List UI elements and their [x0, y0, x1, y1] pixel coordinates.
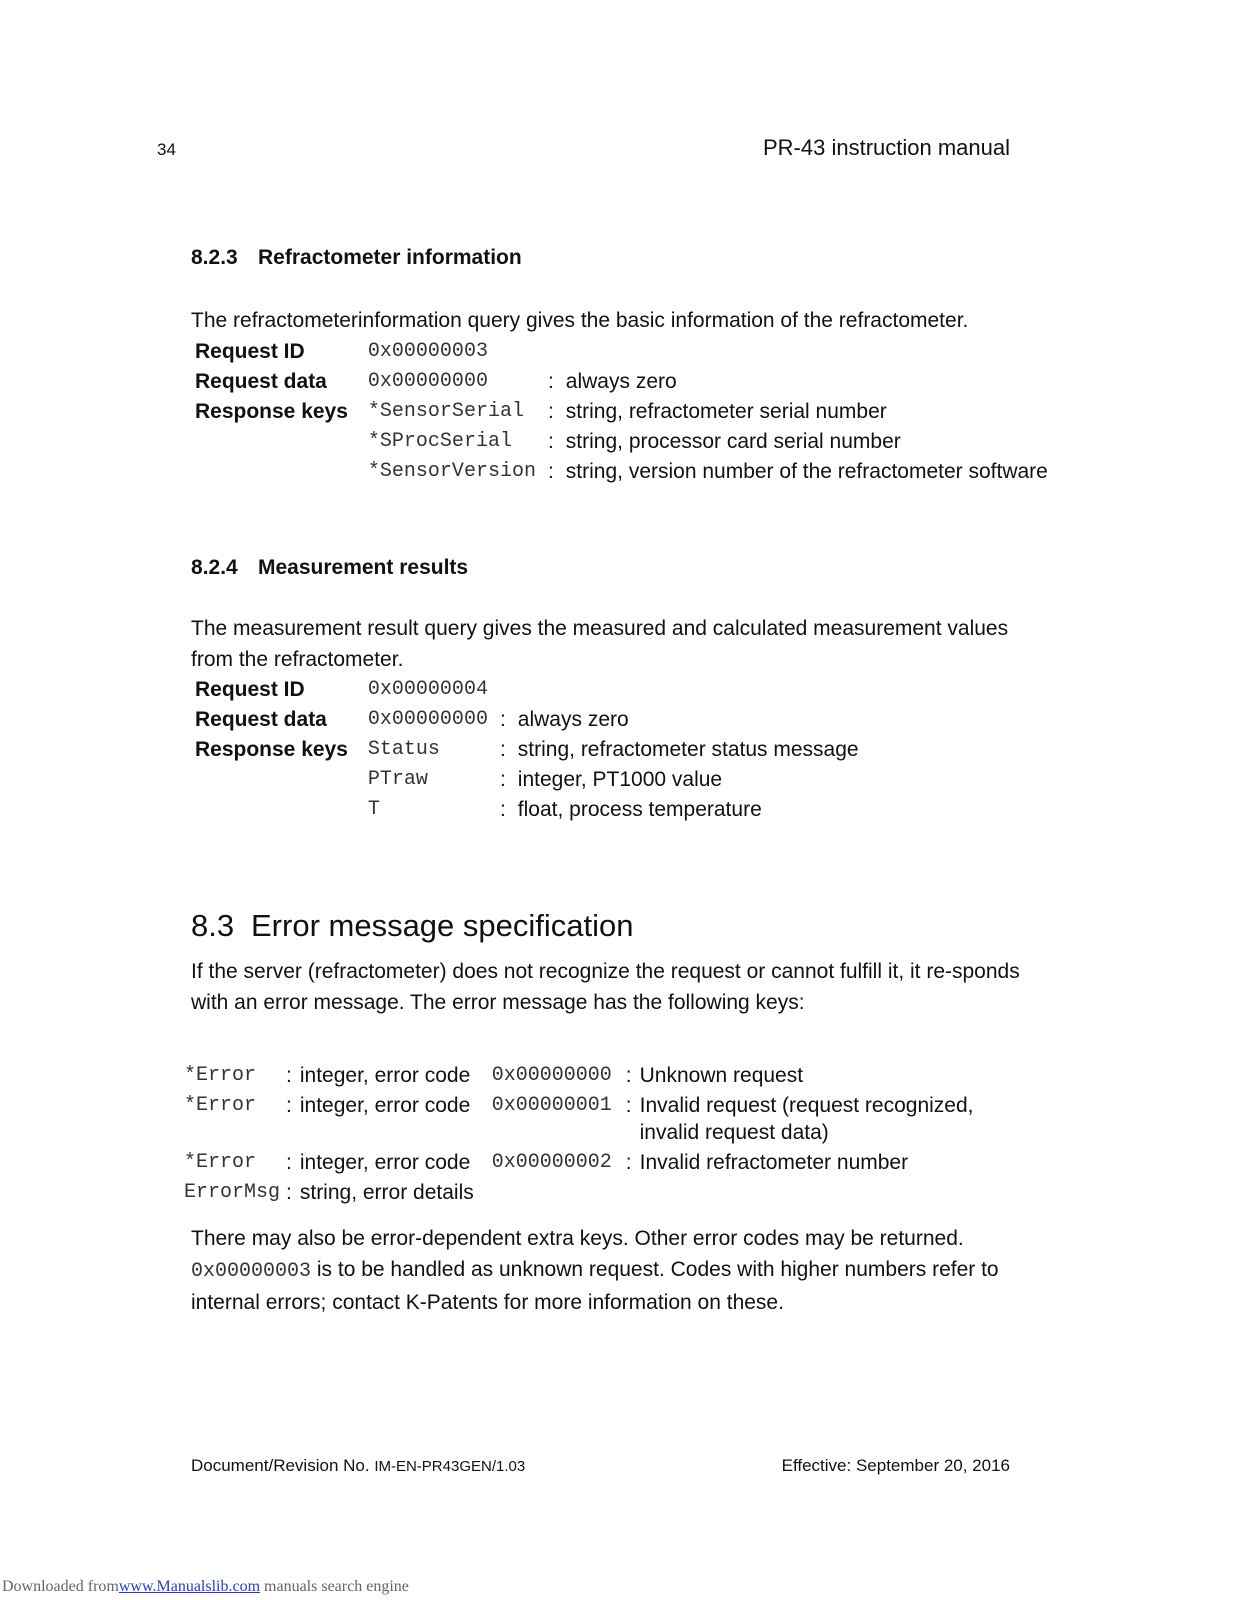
- row-label: [195, 795, 368, 825]
- row-label: [195, 765, 368, 795]
- footer-doc-id: IM-EN-PR43GEN/1.03: [374, 1458, 526, 1475]
- section-83-intro: If the server (refractometer) does not recognize the request or cannot fulfill it, it re-sponds with an error message. The error message has the following keys:: [191, 960, 1020, 1014]
- section-823-table: [195, 337, 1048, 487]
- section-title: Measurement results: [258, 556, 469, 579]
- row-value: T: [367, 798, 380, 821]
- error-meaning: Invalid refractometer number: [639, 1151, 909, 1174]
- running-header: PR-43 instruction manual: [762, 135, 1010, 160]
- row-label: Response keys: [195, 400, 348, 423]
- page-number: 34: [157, 140, 176, 159]
- closing-text-rest: is to be handled as unknown request. Codes with higher numbers refer to internal errors; contact K-Patents for more information on these.: [191, 1258, 999, 1314]
- row-colon: :: [499, 708, 506, 731]
- table-row: [195, 675, 859, 705]
- row-colon: :: [499, 768, 506, 791]
- row-label: [195, 457, 368, 487]
- error-code: 0x00000001: [491, 1094, 612, 1117]
- error-colon: :: [286, 1094, 292, 1117]
- table-row: [195, 765, 859, 795]
- table-row: [184, 1179, 990, 1209]
- row-colon: :: [547, 400, 554, 423]
- section-heading-823: [191, 246, 522, 270]
- error-colon: [626, 1179, 640, 1209]
- table-row: [195, 367, 1048, 397]
- error-colon: :: [286, 1064, 292, 1087]
- row-value: 0x00000000: [367, 370, 488, 393]
- table-row: [195, 427, 1048, 457]
- error-meaning: Invalid request (request recognized, invalid request data): [639, 1094, 974, 1144]
- download-prefix: Downloaded from: [2, 1578, 119, 1595]
- section-83-closing: [191, 1223, 1021, 1318]
- error-colon: :: [625, 1151, 632, 1174]
- section-heading-83: [191, 908, 634, 944]
- row-value: 0x00000000: [367, 708, 488, 731]
- section-number: 8.2.4: [191, 556, 238, 579]
- error-code: [492, 1179, 626, 1209]
- error-meaning: Unknown request: [639, 1064, 804, 1087]
- error-code: 0x00000000: [491, 1064, 612, 1087]
- row-label: Request data: [195, 708, 327, 731]
- row-colon: :: [547, 370, 554, 393]
- table-row: [184, 1092, 990, 1149]
- download-suffix: manuals search engine: [264, 1578, 409, 1595]
- table-row: [195, 735, 859, 765]
- error-key: *Error: [184, 1094, 257, 1117]
- row-colon: [500, 675, 518, 705]
- row-description: always zero: [565, 370, 677, 393]
- error-type: string, error details: [299, 1181, 474, 1204]
- row-colon: [548, 337, 566, 367]
- footer-effective-date: Effective: September 20, 2016: [781, 1456, 1010, 1475]
- closing-code: 0x00000003: [191, 1260, 312, 1283]
- row-colon: :: [499, 798, 506, 821]
- error-key: ErrorMsg: [184, 1181, 281, 1204]
- row-colon: :: [547, 460, 554, 483]
- row-description: always zero: [517, 708, 629, 731]
- section-number: 8.3: [191, 908, 235, 943]
- error-colon: :: [286, 1181, 292, 1204]
- error-keys-table: [184, 1062, 990, 1209]
- row-label: Request data: [195, 370, 327, 393]
- section-824-table: [195, 675, 859, 825]
- section-824-intro: The measurement result query gives the measured and calculated measurement values from the refractometer.: [191, 617, 1009, 671]
- section-number: 8.2.3: [191, 246, 238, 269]
- error-colon: :: [625, 1094, 632, 1117]
- footer-document-number: [191, 1456, 525, 1476]
- error-type: integer, error code: [299, 1064, 471, 1087]
- download-notice: [2, 1578, 409, 1596]
- error-meaning: [640, 1179, 990, 1209]
- row-value: *SensorSerial: [367, 400, 524, 423]
- error-code: 0x00000002: [491, 1151, 612, 1174]
- error-key: *Error: [184, 1151, 257, 1174]
- closing-text-start: There may also be error-dependent extra keys. Other error codes may be returned.: [191, 1227, 964, 1250]
- row-description: string, refractometer serial number: [565, 400, 887, 423]
- section-title: Refractometer information: [258, 246, 522, 269]
- table-row: [195, 457, 1048, 487]
- row-value: *SensorVersion: [367, 460, 536, 483]
- error-colon: :: [286, 1151, 292, 1174]
- error-colon: :: [625, 1064, 632, 1087]
- row-description: float, process temperature: [517, 798, 762, 821]
- table-row: [195, 795, 859, 825]
- row-label: Request ID: [195, 340, 305, 363]
- row-description: integer, PT1000 value: [517, 768, 723, 791]
- footer-doc-prefix: Document/Revision No.: [191, 1456, 370, 1475]
- error-key: *Error: [184, 1064, 257, 1087]
- row-label: Request ID: [195, 678, 305, 701]
- row-label: Response keys: [195, 738, 348, 761]
- section-heading-824: [191, 556, 468, 580]
- table-row: [195, 337, 1048, 367]
- row-description: string, refractometer status message: [517, 738, 859, 761]
- row-colon: :: [499, 738, 506, 761]
- row-description: [518, 675, 859, 705]
- row-value: 0x00000003: [367, 340, 488, 363]
- table-row: [184, 1149, 990, 1179]
- row-label: [195, 427, 368, 457]
- row-colon: :: [547, 430, 554, 453]
- row-description: string, version number of the refractometer software: [565, 460, 1048, 483]
- table-row: [195, 705, 859, 735]
- error-type: integer, error code: [299, 1094, 471, 1117]
- manualslib-link[interactable]: www.Manualslib.com: [118, 1578, 261, 1595]
- error-type: integer, error code: [299, 1151, 471, 1174]
- table-row: [195, 397, 1048, 427]
- table-row: [184, 1062, 990, 1092]
- row-value: Status: [367, 738, 440, 761]
- section-823-intro: The refractometerinformation query gives the basic information of the refractometer.: [191, 309, 969, 332]
- row-description: [566, 337, 1048, 367]
- section-title: Error message specification: [251, 908, 634, 943]
- row-description: string, processor card serial number: [565, 430, 901, 453]
- row-value: 0x00000004: [367, 678, 488, 701]
- row-value: PTraw: [367, 768, 428, 791]
- row-value: *SProcSerial: [367, 430, 512, 453]
